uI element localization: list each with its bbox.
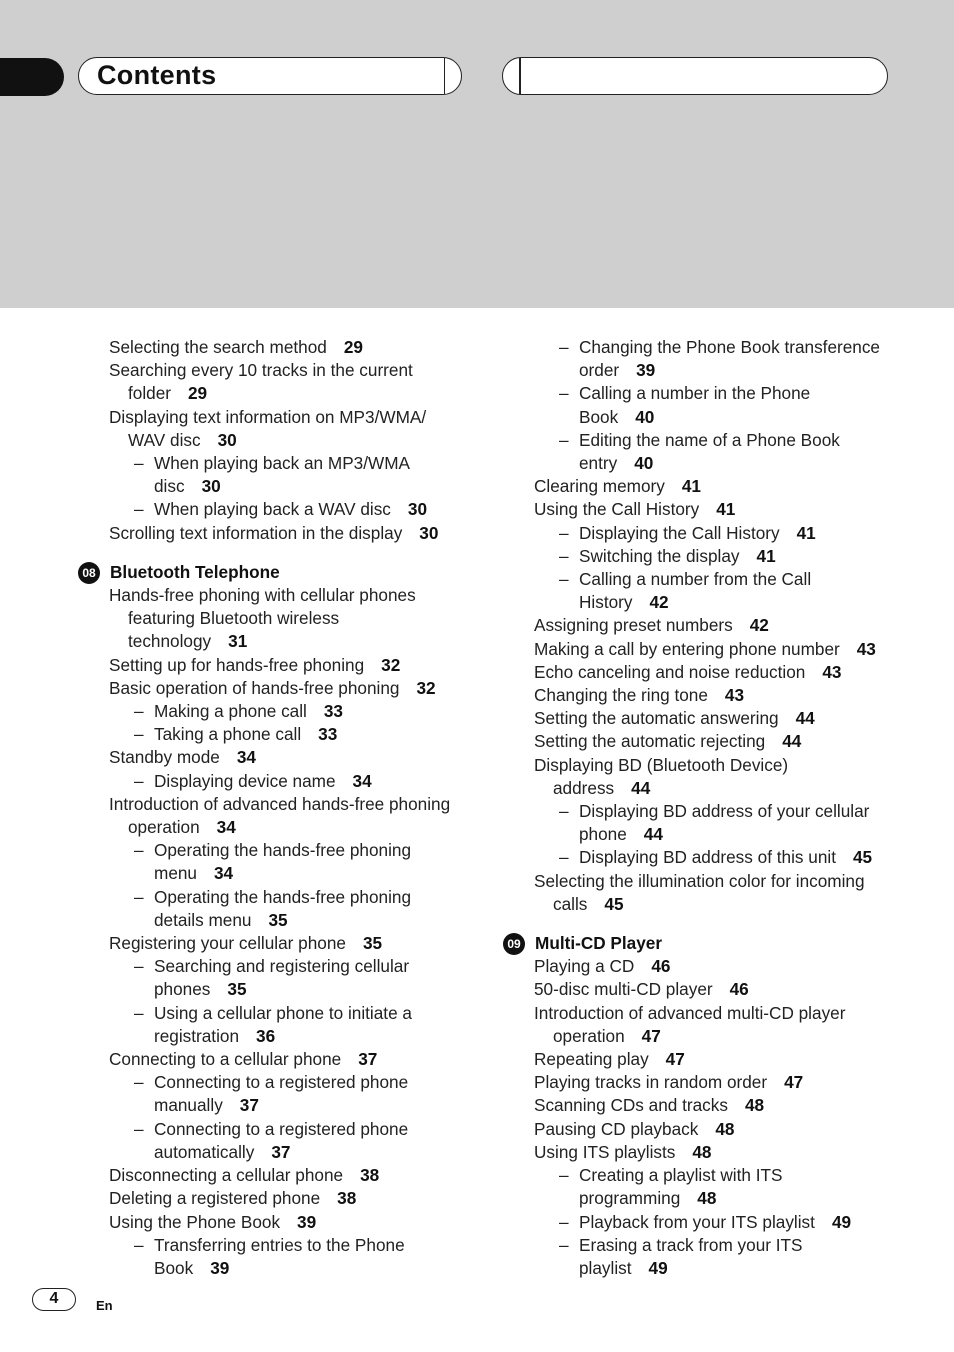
toc-entry-text: Scanning CDs and tracks [534,1095,728,1116]
toc-entry-text: technology [128,631,212,652]
toc-entry-text: Operating the hands-free phoning [154,840,412,861]
toc-page-number: 29 [188,383,208,404]
toc-subentry-line [78,886,478,909]
toc-entry-text: Transferring entries to the Phone [154,1234,405,1255]
toc-subentry-line [503,1211,903,1234]
blank-frame-divider [519,58,521,94]
toc-subentry-line [78,839,478,862]
toc-page-number: 43 [724,685,745,706]
toc-entry-text: 50-disc multi-CD player [534,979,713,1000]
subentry-dash: – [134,1234,144,1255]
toc-subentry-line [503,429,903,452]
toc-page-number: 41 [796,522,816,543]
toc-entry-text: Searching and registering cellular [154,956,410,977]
toc-page-number: 37 [271,1141,291,1162]
toc-subentry-line [503,382,903,405]
toc-page-number: 41 [716,499,736,520]
toc-subentry-line [503,452,903,475]
toc-subentry-line [78,770,478,793]
toc-page-number: 44 [631,777,651,798]
toc-page-number: 32 [381,654,401,675]
toc-entry-text: phones [154,979,211,1000]
title-frame [78,57,462,95]
toc-page-number: 47 [665,1049,685,1070]
toc-entry-line [78,522,478,545]
toc-subentry-line [78,723,478,746]
toc-page-number: 29 [343,337,363,357]
toc-entry-line [78,1187,478,1210]
subentry-dash: – [134,770,144,791]
toc-page-number: 30 [217,429,237,450]
toc-entry-text: Operating the hands-free phoning [154,886,412,907]
language-label: En [96,1298,113,1313]
toc-entry-text: Displaying text information on MP3/WMA/ [109,406,427,427]
toc-entry-text: calls [553,893,588,914]
toc-entry-text: Using a cellular phone to initiate a [154,1002,412,1023]
toc-entry-text: When playing back a WAV disc [154,499,391,520]
toc-page-number: 49 [831,1211,852,1232]
toc-page-number: 43 [822,661,842,682]
toc-entry-text: Displaying BD address of this unit [579,847,836,868]
toc-entry-text: Setting the automatic answering [534,708,779,729]
header-band [0,0,954,308]
toc-entry-line [503,1094,903,1117]
toc-page-number: 30 [407,499,428,520]
toc-entry-text: Connecting to a cellular phone [109,1049,342,1070]
toc-entry-line [78,1164,478,1187]
toc-page-number: 38 [337,1188,357,1209]
toc-entry-text: History [579,592,633,613]
toc-entry-text: Pausing CD playback [534,1118,699,1139]
subentry-dash: – [134,499,144,520]
toc-entry-text: featuring Bluetooth wireless [128,608,340,629]
page-number: 4 [32,1288,76,1311]
toc-page-number: 36 [256,1025,276,1046]
toc-page-number: 45 [604,893,624,914]
toc-page-number: 44 [643,824,663,845]
toc-entry-text: Basic operation of hands-free phoning [109,677,400,698]
toc-page-number: 30 [419,522,439,543]
section-heading [78,561,478,584]
subentry-dash: – [559,1165,569,1186]
toc-entry-text: phone [579,824,627,845]
toc-entry-text: Switching the display [579,545,740,566]
toc-entry-text: Selecting the search method [109,337,327,357]
toc-entry-text: operation [553,1025,625,1046]
toc-subentry-line [78,1118,478,1141]
subentry-dash: – [559,847,569,868]
subentry-dash: – [559,569,569,590]
toc-entry-line [78,359,478,382]
toc-page-number: 47 [641,1025,661,1046]
toc-entry-text: WAV disc [128,429,201,450]
toc-page-number: 34 [236,747,256,768]
toc-subentry-line [78,475,478,498]
toc-entry-text: operation [128,817,200,838]
toc-entry-line [503,614,903,637]
subentry-dash: – [134,840,144,861]
toc-entry-text: Using the Phone Book [109,1211,281,1232]
toc-entry-text: Assigning preset numbers [534,615,733,636]
toc-entry-line [78,816,478,839]
toc-entry-text: Calling a number in the Phone [579,383,811,404]
toc-page-number: 48 [744,1095,765,1116]
toc-page-number: 35 [227,979,247,1000]
toc-subentry-line [503,336,903,359]
toc-subentry-line [78,498,478,521]
toc-subentry-line [78,1071,478,1094]
toc-entry-line [78,677,478,700]
toc-entry-line [503,1141,903,1164]
toc-page-number: 42 [649,592,669,613]
toc-entry-line [503,870,903,893]
toc-entry-line [503,1118,903,1141]
page-title: Contents [97,60,217,90]
toc-entry-text: order [579,360,620,381]
toc-entry-text: Standby mode [109,747,220,768]
toc-left-column [78,336,478,1280]
section-number-badge: 09 [503,933,525,955]
toc-subentry-line [503,545,903,568]
toc-entry-text: disc [154,476,185,497]
section-title: Multi-CD Player [535,933,663,954]
toc-entry-text: Making a phone call [154,701,307,722]
subentry-dash: – [559,801,569,822]
toc-subentry-line [78,955,478,978]
toc-subentry-line [78,1025,478,1048]
subentry-dash: – [134,956,144,977]
toc-entry-text: Calling a number from the Call [579,569,812,590]
toc-subentry-line [503,1187,903,1210]
toc-entry-text: Introduction of advanced multi-CD player [534,1002,846,1023]
toc-page-number: 39 [297,1211,317,1232]
toc-entry-line [78,584,478,607]
subentry-dash: – [559,1211,569,1232]
toc-entry-text: Playing a CD [534,956,635,977]
toc-subentry-line [78,452,478,475]
toc-subentry-line [503,1234,903,1257]
toc-subentry-line [78,909,478,932]
toc-entry-text: Erasing a track from your ITS [579,1234,803,1255]
toc-entry-line [78,336,478,359]
toc-entry-line [78,746,478,769]
subentry-dash: – [559,383,569,404]
toc-page-number: 41 [756,545,776,566]
toc-entry-line [503,754,903,777]
toc-entry-text: Displaying BD (Bluetooth Device) [534,754,789,775]
toc-page-number: 46 [729,979,749,1000]
toc-page-number: 39 [210,1257,230,1278]
toc-entry-line [503,893,903,916]
toc-entry-line [503,638,903,661]
toc-entry-text: registration [154,1025,240,1046]
toc-entry-text: Using the Call History [534,499,700,520]
toc-page-number: 34 [352,770,372,791]
toc-entry-text: menu [154,863,197,884]
section-heading [503,932,903,955]
toc-entry-text: Introduction of advanced hands-free phoning [109,793,451,814]
toc-entry-text: Book [579,406,619,427]
toc-subentry-line [503,846,903,869]
toc-subentry-line [78,1257,478,1280]
subentry-dash: – [559,1234,569,1255]
toc-entry-line [78,607,478,630]
toc-entry-text: Creating a playlist with ITS [579,1165,783,1186]
toc-entry-text: address [553,777,615,798]
toc-page-number: 47 [784,1072,804,1093]
toc-page-number: 34 [214,863,234,884]
toc-entry-line [78,382,478,405]
toc-page-number: 44 [795,708,815,729]
toc-page-number: 46 [651,956,671,977]
subentry-dash: – [134,453,144,474]
toc-entry-line [78,429,478,452]
toc-entry-line [78,1211,478,1234]
toc-entry-line [78,932,478,955]
toc-entry-line [503,661,903,684]
toc-entry-text: manually [154,1095,223,1116]
toc-entry-line [503,684,903,707]
toc-page-number: 48 [692,1141,712,1162]
subentry-dash: – [559,337,569,357]
toc-page-number: 38 [360,1165,380,1186]
subentry-dash: – [559,522,569,543]
toc-page-number: 30 [201,476,221,497]
toc-page-number: 37 [239,1095,259,1116]
toc-entry-line [503,730,903,753]
chapter-tab-marker [0,58,64,96]
section-title: Bluetooth Telephone [110,561,280,582]
toc-entry-text: entry [579,453,618,474]
toc-entry-text: Registering your cellular phone [109,933,346,954]
toc-entry-text: folder [128,383,171,404]
toc-page-number: 49 [648,1257,668,1278]
toc-page-number: 48 [715,1118,735,1139]
toc-entry-line [503,955,903,978]
toc-entry-line [503,978,903,1001]
subentry-dash: – [134,1118,144,1139]
toc-page-number: 40 [634,453,654,474]
toc-page-number: 41 [681,476,701,497]
subentry-dash: – [134,701,144,722]
subentry-dash: – [134,724,144,745]
toc-subentry-line [503,522,903,545]
toc-entry-text: Changing the ring tone [534,685,708,706]
toc-page-number: 31 [228,631,248,652]
toc-subentry-line [78,978,478,1001]
toc-page-number: 35 [268,909,288,930]
toc-entry-text: Taking a phone call [154,724,302,745]
toc-entry-line [503,1002,903,1025]
toc-entry-text: Playing tracks in random order [534,1072,768,1093]
toc-subentry-line [78,700,478,723]
toc-entry-text: Displaying device name [154,770,336,791]
toc-entry-line [503,1048,903,1071]
toc-entry-text: Displaying BD address of your cellular [579,801,870,822]
toc-entry-text: Echo canceling and noise reduction [534,661,806,682]
toc-subentry-line [503,1164,903,1187]
toc-entry-line [503,498,903,521]
subentry-dash: – [134,1002,144,1023]
blank-frame [502,57,888,95]
toc-entry-text: automatically [154,1141,255,1162]
toc-entry-text: Clearing memory [534,476,665,497]
toc-subentry-line [78,1094,478,1117]
toc-entry-line [78,793,478,816]
subentry-dash: – [134,886,144,907]
toc-right-column [503,336,903,1280]
toc-page-number: 33 [318,724,338,745]
toc-page-number: 35 [362,933,383,954]
section-number-badge: 08 [78,562,100,584]
toc-entry-line [78,654,478,677]
toc-subentry-line [503,359,903,382]
toc-subentry-line [503,823,903,846]
toc-entry-line [503,475,903,498]
toc-subentry-line [503,406,903,429]
toc-entry-line [503,1071,903,1094]
toc-entry-line [503,1025,903,1048]
subentry-dash: – [134,1072,144,1093]
toc-entry-text: playlist [579,1257,632,1278]
toc-subentry-line [503,800,903,823]
toc-page-number: 40 [635,406,655,427]
toc-subentry-line [78,1234,478,1257]
title-frame-divider [444,58,446,94]
toc-page-number: 39 [636,360,656,381]
toc-entry-line [503,707,903,730]
toc-page-number: 48 [697,1188,717,1209]
toc-page-number: 32 [416,677,436,698]
toc-entry-line [503,777,903,800]
toc-page-number: 33 [323,701,343,722]
toc-entry-text: Playback from your ITS playlist [579,1211,815,1232]
toc-page-number: 44 [782,731,802,752]
toc-entry-line [78,406,478,429]
toc-entry-text: Deleting a registered phone [109,1188,321,1209]
toc-entry-text: Scrolling text information in the display [109,522,403,543]
toc-entry-text: Displaying the Call History [579,522,780,543]
toc-subentry-line [78,1002,478,1025]
toc-entry-text: Setting up for hands-free phoning [109,654,365,675]
toc-entry-text: Searching every 10 tracks in the current [109,360,413,381]
toc-entry-text: Hands-free phoning with cellular phones [109,585,416,606]
toc-entry-text: Book [154,1257,194,1278]
subentry-dash: – [559,545,569,566]
toc-entry-text: When playing back an MP3/WMA [154,453,411,474]
toc-entry-line [78,1048,478,1071]
toc-subentry-line [78,1141,478,1164]
toc-entry-text: Using ITS playlists [534,1141,676,1162]
toc-entry-line [78,630,478,653]
toc-subentry-line [503,568,903,591]
toc-entry-text: Changing the Phone Book transference [579,337,880,357]
toc-entry-text: programming [579,1188,681,1209]
toc-subentry-line [78,862,478,885]
toc-page-number: 37 [358,1049,378,1070]
toc-entry-text: Connecting to a registered phone [154,1118,409,1139]
toc-entry-text: Making a call by entering phone number [534,638,840,659]
toc-entry-text: Selecting the illumination color for incoming [534,870,865,891]
toc-page-number: 42 [749,615,769,636]
toc-subentry-line [503,1257,903,1280]
toc-page-number: 34 [216,817,236,838]
toc-entry-text: Setting the automatic rejecting [534,731,766,752]
toc-entry-text: Disconnecting a cellular phone [109,1165,344,1186]
toc-entry-text: Connecting to a registered phone [154,1072,409,1093]
toc-entry-text: Repeating play [534,1049,649,1070]
toc-entry-text: Editing the name of a Phone Book [579,429,840,450]
toc-page-number: 45 [852,847,873,868]
toc-entry-text: details menu [154,909,252,930]
toc-page-number: 43 [856,638,876,659]
subentry-dash: – [559,429,569,450]
toc-subentry-line [503,591,903,614]
